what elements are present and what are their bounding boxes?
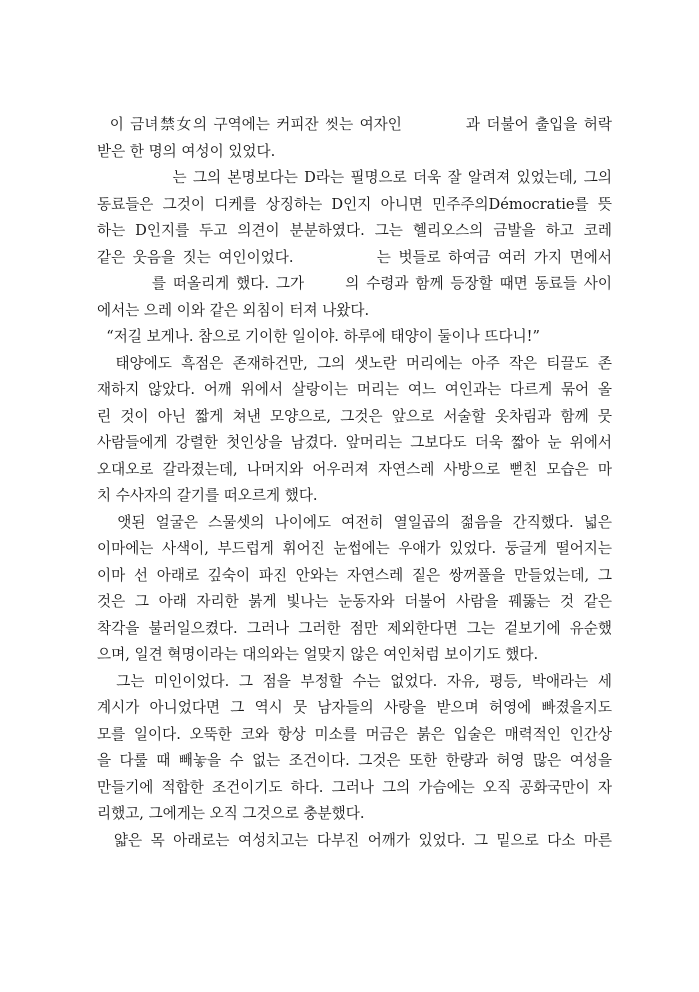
text-line: 같은 웃음을 짓는 여인이었다. 는 벗들로 하여금 여러 가지 면에서	[97, 248, 612, 266]
text-line: 이마에는 사색이, 부드럽게 휘어진 눈썹에는 우애가 있었다. 둥글게 떨어지는	[97, 540, 612, 557]
text-line: 재하지 않았다. 어깨 위에서 살랑이는 머리는 여느 여인과는 다르게 묶어 올	[97, 381, 612, 398]
text-line: 오대오로 갈라졌는데, 나머지와 어우러져 자연스레 사방으로 뻗친 모습은 마	[97, 460, 612, 478]
text-line: 것은 그 아래 자리한 붉게 빛나는 눈동자와 더불어 사람을 꿰뚫는 것 같은	[97, 593, 612, 610]
text-line: 하는 D인지를 두고 의견이 분분하였다. 그는 헬리오스의 금발을 하고 코레	[97, 222, 612, 239]
text-line: 착각을 불러일으켰다. 그러나 그러한 점만 제외한다면 그는 겉보기에 유순했	[97, 619, 612, 637]
text-line: 를 떠올리게 했다. 그가 의 수령과 함께 등장할 때면 동료들 사이	[97, 275, 612, 292]
text-line: 모를 일이다. 오뚝한 코와 항상 미소를 머금은 붉은 입술은 매력적인 인간상	[97, 725, 612, 743]
text-line: 태양에도 흑점은 존재하건만, 그의 샛노란 머리에는 아주 작은 티끌도 존	[97, 354, 612, 372]
text-line: 는 그의 본명보다는 D라는 필명으로 더욱 잘 알려져 있었는데, 그의	[97, 169, 612, 186]
text-line: “저길 보게나. 참으로 기이한 일이야. 하루에 태양이 둘이나 뜨다니!”	[97, 328, 540, 345]
text-line: 사람들에게 강렬한 첫인상을 남겼다. 앞머리는 그보다도 더욱 짧아 눈 위에서	[97, 434, 612, 451]
body-text	[97, 112, 612, 854]
text-line: 이 금녀禁女의 구역에는 커피잔 씻는 여자인 과 더불어 출입을 허락	[97, 116, 612, 133]
text-line: 린 것이 아닌 짧게 쳐낸 모양으로, 그것은 앞으로 서술할 옷차림과 함께 뭇	[97, 407, 612, 425]
text-line: 얇은 목 아래로는 여성치고는 다부진 어깨가 있었다. 그 밑으로 다소 마른	[97, 831, 612, 849]
text-line: 동료들은 그것이 디케를 상징하는 D인지 아니면 민주주의Démocratie를 뜻	[97, 195, 612, 213]
text-line: 만들기에 적합한 조건이기도 하다. 그러나 그의 가슴에는 오직 공화국만이 자	[97, 778, 612, 796]
text-line: 으며, 일견 혁명이라는 대의와는 얼맞지 않은 여인처럼 보이기도 했다.	[97, 646, 539, 663]
text-line: 에서는 으레 이와 같은 외침이 터져 나왔다.	[97, 301, 370, 319]
text-line: 받은 한 명의 여성이 있었다.	[97, 142, 276, 160]
text-line: 앳된 얼굴은 스물셋의 나이에도 여전히 열일곱의 젊음을 간직했다. 넓은	[97, 513, 612, 531]
text-line: 계시가 아니었다면 그 역시 뭇 남자들의 사랑을 받으며 허영에 빠졌을지도	[97, 699, 612, 716]
text-line: 그는 미인이었다. 그 점을 부정할 수는 없었다. 자유, 평등, 박애라는 세	[97, 672, 612, 690]
text-line: 이마 선 아래로 깊숙이 파진 안와는 자연스레 짙은 쌍꺼풀을 만들었는데, 그	[97, 566, 612, 584]
text-line: 치 수사자의 갈기를 떠오르게 했다.	[97, 487, 318, 504]
text-line: 을 다룰 때 빼놓을 수 없는 조건이다. 그것은 또한 한량과 허영 많은 여성을	[97, 752, 612, 769]
text-line: 리했고, 그에게는 오직 그것으로 충분했다.	[97, 805, 365, 822]
